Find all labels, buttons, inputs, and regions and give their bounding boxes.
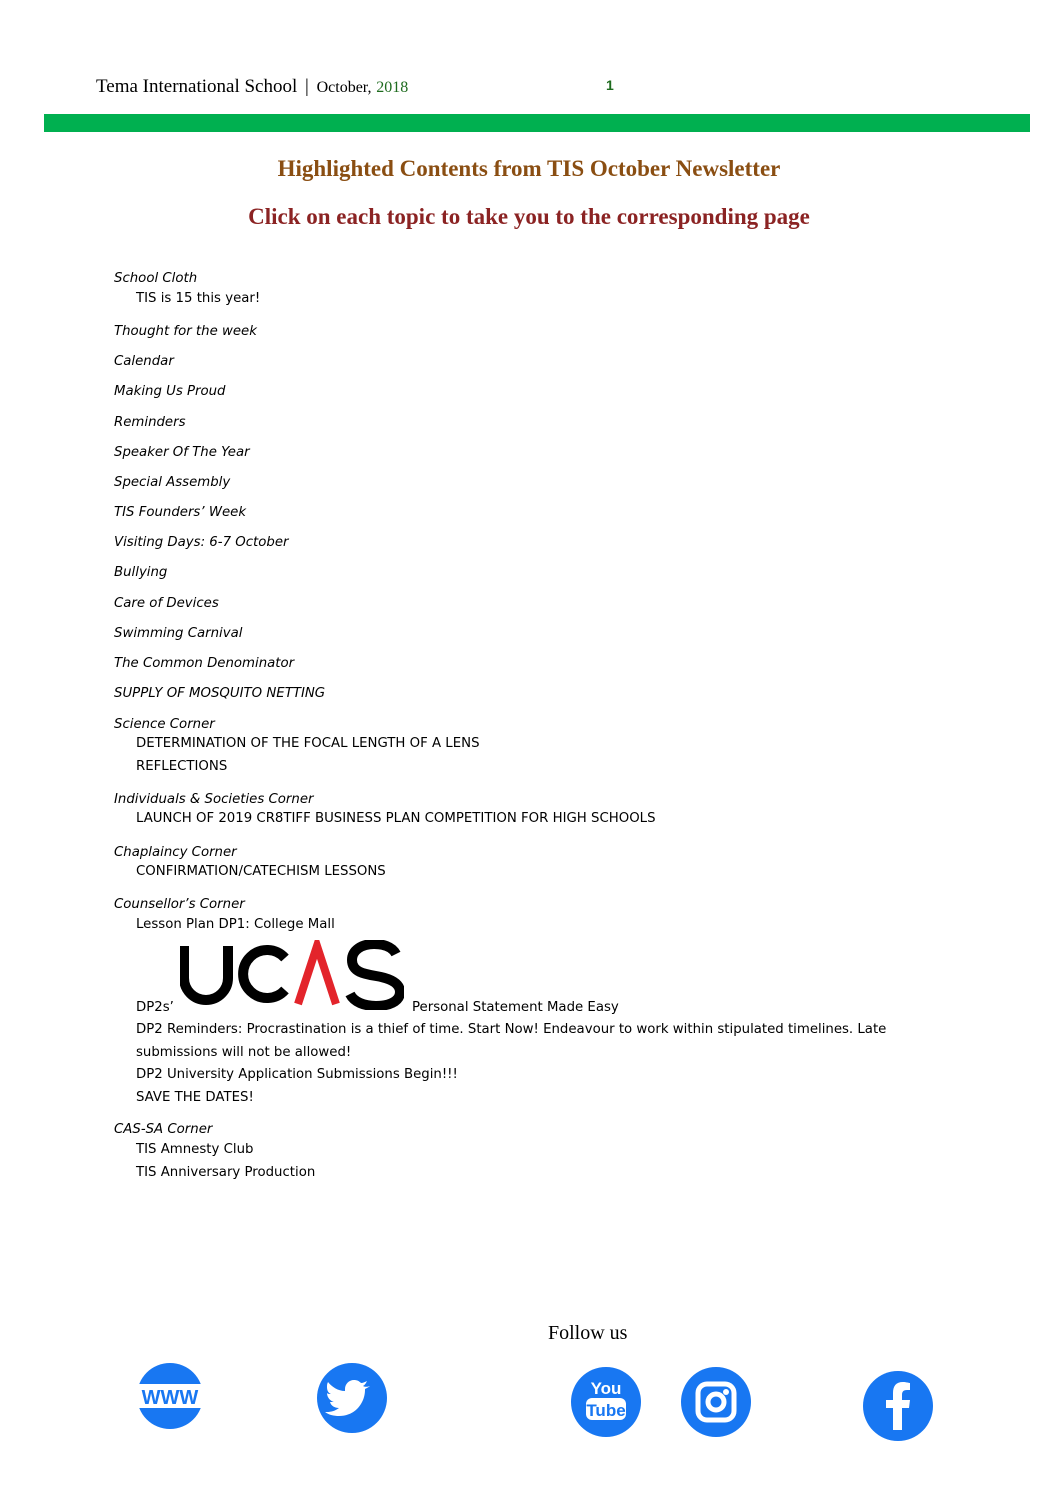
youtube-icon[interactable] bbox=[570, 1366, 642, 1438]
header-year: 2018 bbox=[376, 79, 409, 96]
svg-text:Tube: Tube bbox=[586, 1401, 626, 1420]
svg-text:WWW: WWW bbox=[141, 1387, 199, 1409]
school-name: Tema International School bbox=[96, 76, 298, 97]
toc-thought-for-week[interactable]: Thought for the week bbox=[114, 324, 257, 339]
svg-text:You: You bbox=[590, 1379, 622, 1398]
toc-calendar[interactable]: Calendar bbox=[114, 354, 174, 369]
toc-focal-length[interactable]: DETERMINATION OF THE FOCAL LENGTH OF A LENS bbox=[136, 736, 480, 751]
toc-save-the-dates[interactable]: SAVE THE DATES! bbox=[136, 1090, 254, 1105]
toc-special-assembly[interactable]: Special Assembly bbox=[114, 475, 231, 490]
toc-mosquito-netting[interactable]: SUPPLY OF MOSQUITO NETTING bbox=[114, 686, 326, 701]
toc-confirmation-lessons[interactable]: CONFIRMATION/CATECHISM LESSONS bbox=[136, 864, 386, 879]
toc-reflections[interactable]: REFLECTIONS bbox=[136, 759, 228, 774]
toc-making-us-proud[interactable]: Making Us Proud bbox=[114, 384, 226, 399]
page-number: 1 bbox=[606, 77, 614, 93]
toc-cas-sa-corner[interactable]: CAS-SA Corner bbox=[114, 1122, 213, 1137]
toc-tis-15[interactable]: TIS is 15 this year! bbox=[136, 291, 261, 306]
toc-science-corner[interactable]: Science Corner bbox=[114, 717, 215, 732]
toc-swimming-carnival[interactable]: Swimming Carnival bbox=[114, 626, 243, 641]
twitter-icon[interactable] bbox=[316, 1362, 388, 1434]
newsletter-title: Highlighted Contents from TIS October Newsletter bbox=[277, 156, 781, 181]
toc-individuals-societies-corner[interactable]: Individuals & Societies Corner bbox=[114, 792, 314, 807]
toc-school-cloth[interactable]: School Cloth bbox=[114, 271, 198, 286]
toc-dp2s-personal-statement[interactable] bbox=[136, 940, 836, 1030]
follow-us-label: Follow us bbox=[548, 1322, 628, 1344]
toc-lesson-plan-dp1[interactable]: Lesson Plan DP1: College Mall bbox=[136, 917, 335, 932]
instagram-icon[interactable] bbox=[680, 1366, 752, 1438]
toc-chaplaincy-corner[interactable]: Chaplaincy Corner bbox=[114, 845, 237, 860]
toc-bullying[interactable]: Bullying bbox=[114, 565, 168, 580]
dp2s-label: DP2s’ bbox=[136, 1000, 174, 1015]
toc-dp2-university-submissions[interactable]: DP2 University Application Submissions Begin!!! bbox=[136, 1067, 458, 1082]
toc-anniversary-production[interactable]: TIS Anniversary Production bbox=[136, 1165, 316, 1180]
toc-dp2-reminders-line1[interactable]: DP2 Reminders: Procrastination is a thief of time. Start Now! Endeavour to work within stipulated timelines. Late bbox=[136, 1022, 887, 1037]
instruction-title: Click on each topic to take you to the corresponding page bbox=[248, 204, 810, 229]
toc-care-of-devices[interactable]: Care of Devices bbox=[114, 596, 219, 611]
header-separator: | bbox=[305, 76, 309, 97]
facebook-icon[interactable] bbox=[862, 1370, 934, 1442]
www-icon[interactable] bbox=[130, 1362, 210, 1430]
toc-counsellors-corner[interactable]: Counsellor’s Corner bbox=[114, 897, 245, 912]
toc-speaker-of-year[interactable]: Speaker Of The Year bbox=[114, 445, 250, 460]
ucas-logo bbox=[180, 940, 404, 1010]
toc-amnesty-club[interactable]: TIS Amnesty Club bbox=[136, 1142, 254, 1157]
toc-dp2-reminders-line2[interactable]: submissions will not be allowed! bbox=[136, 1045, 352, 1060]
toc-founders-week[interactable]: TIS Founders’ Week bbox=[114, 505, 247, 520]
toc-visiting-days[interactable]: Visiting Days: 6-7 October bbox=[114, 535, 289, 550]
toc-common-denominator[interactable]: The Common Denominator bbox=[114, 656, 295, 671]
toc-reminders[interactable]: Reminders bbox=[114, 415, 186, 430]
header-month: October, bbox=[316, 79, 372, 96]
personal-statement-label: Personal Statement Made Easy bbox=[412, 1000, 619, 1015]
toc-cr8tiff-competition[interactable]: LAUNCH OF 2019 CR8TIFF BUSINESS PLAN COMPETITION FOR HIGH SCHOOLS bbox=[136, 811, 656, 826]
